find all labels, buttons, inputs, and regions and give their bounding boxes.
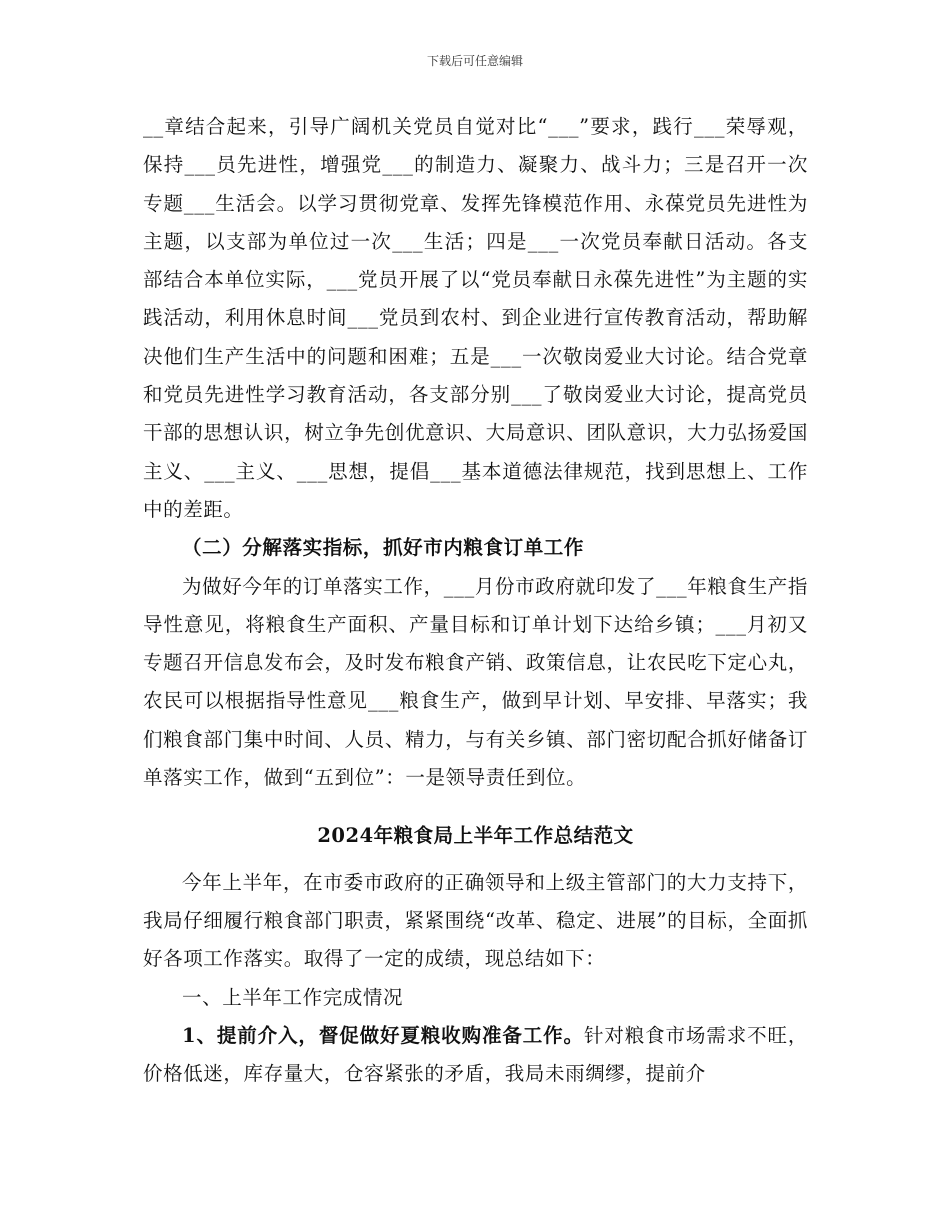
paragraph-intro: 今年上半年，在市委市政府的正确领导和上级主管部门的大力支持下，我局仔细履行粮食部门职责，紧紧围绕“改革、稳定、进展”的目标，全面抓好各项工作落实。取得了一定的成绩，现总结如下： bbox=[143, 870, 808, 971]
paragraph-item-1 bbox=[143, 1017, 808, 1094]
item-1-text: 针对粮食市场需求不旺，价格低迷，库存量大，仓容紧张的矛盾，我局未雨绸缪，提前介 bbox=[143, 1023, 808, 1086]
section-heading-completion: 一、上半年工作完成情况 bbox=[182, 985, 404, 1009]
page-header: 下载后可任意编辑 bbox=[426, 54, 523, 68]
item-1-heading: 1、提前介入，督促做好夏粮收购准备工作。 bbox=[182, 1023, 584, 1047]
document-body bbox=[143, 108, 808, 1093]
paragraph-order-work: 为做好今年的订单落实工作，___月份市政府就印发了___年粮食生产指导性意见，将粮食生产面积、产量目标和订单计划下达给乡镇；___月初又专题召开信息发布会，及时发布粮食产销、政策信息，让农民吃下定心丸，农民可以根据指导性意见___粮食生产，做到早计划、早安排、早落实；我们粮食部门集中时间、人员、精力，与有关乡镇、部门密切配合抓好储备订单落实工作，做到“五到位”：一是领导责任到位。 bbox=[143, 574, 808, 790]
subheading-grain-orders: （二）分解落实指标，抓好市内粮食订单工作 bbox=[182, 536, 585, 560]
paragraph-party-activities: __章结合起来，引导广阔机关党员自觉对比“___”要求，践行___荣辱观，保持___员先进性，增强党___的制造力、凝聚力、战斗力；三是召开一次专题___生活会。以学习贯彻党章、发挥先锋模范作用、永葆党员先进性为主题，以支部为单位过一次___生活；四是___一次党员奉献日活动。各支部结合本单位实际，___党员开展了以“党员奉献日永葆先进性”为主题的实践活动，利用休息时间___党员到农村、到企业进行宣传教育活动，帮助解决他们生产生活中的问题和困难；五是___一次敬岗爱业大讨论。结合党章和党员先进性学习教育活动，各支部分别___了敬岗爱业大讨论，提高党员干部的思想认识，树立争先创优意识、大局意识、团队意识，大力弘扬爱国主义、___主义、___思想，提倡___基本道德法律规范，找到思想上、工作中的差距。 bbox=[143, 115, 808, 521]
document-title: 2024年粮食局上半年工作总结范文 bbox=[317, 824, 634, 848]
